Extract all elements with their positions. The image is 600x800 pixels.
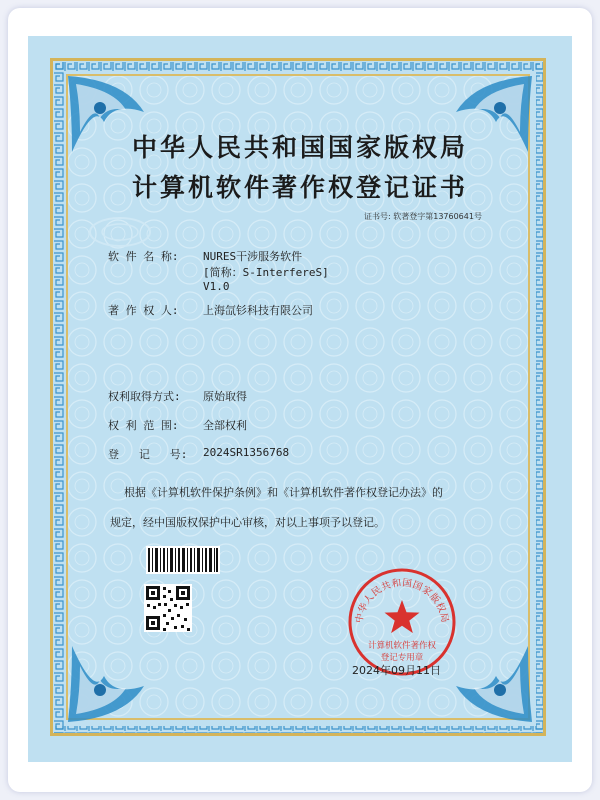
issue-date: 2024年09月11日 <box>352 664 441 677</box>
seal-text-line-2: 登记专用章 <box>380 653 424 663</box>
issuer-title: 中华人民共和国国家版权局 <box>131 133 468 162</box>
field-value: V1.0 <box>203 280 230 293</box>
field-value: 原始取得 <box>203 390 247 403</box>
seal-text-line-1: 计算机软件著作权 <box>367 641 437 651</box>
field-label: 登 记 号: <box>108 448 188 461</box>
field-label: 权利取得方式: <box>108 390 181 403</box>
field-label: 著 作 权 人: <box>108 304 179 317</box>
barcode-icon <box>146 546 220 574</box>
corner-ornament-bottom-right <box>446 636 536 726</box>
field-label: 软 件 名 称: <box>108 250 179 263</box>
field-value: 2024SR1356768 <box>203 446 290 459</box>
field-value: [简称：S-InterfereS] <box>203 266 329 279</box>
certificate-number: 证书号: 软著登字第13760641号 <box>364 212 482 221</box>
corner-ornament-bottom-left <box>64 636 154 726</box>
certificate-title: 计算机软件著作权登记证书 <box>131 173 468 202</box>
seal-arc-text: 中华人民共和国国家版权局 <box>353 577 451 624</box>
qr-code-icon <box>144 584 192 632</box>
field-value: NURES干涉服务软件 <box>203 250 303 263</box>
certificate <box>28 36 572 762</box>
field-label: 权 利 范 围: <box>108 419 179 432</box>
field-value: 全部权利 <box>203 419 247 432</box>
declaration-line-2: 规定，经中国版权保护中心审核，对以上事项予以登记。 <box>110 516 385 529</box>
field-value: 上海氙钐科技有限公司 <box>203 304 313 317</box>
declaration-line-1: 根据《计算机软件保护条例》和《计算机软件著作权登记办法》的 <box>124 486 443 499</box>
